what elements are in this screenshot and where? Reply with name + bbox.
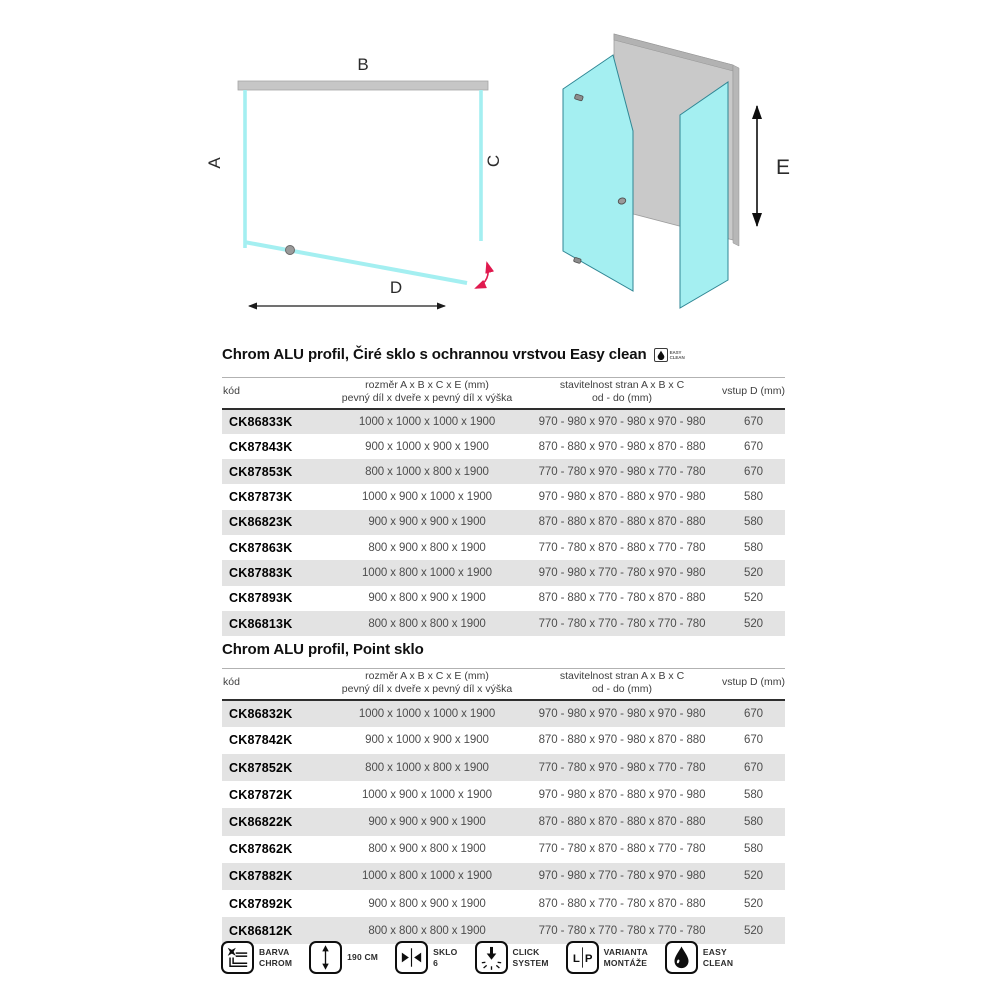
easy-clean-label: EASY CLEAN xyxy=(702,947,734,968)
entry-width-cell: 670 xyxy=(744,707,763,720)
entry-width-cell: 520 xyxy=(744,870,763,883)
product-code-cell: CK87892K xyxy=(229,896,293,911)
size-cell: 800 x 1000 x 800 x 1900 xyxy=(365,465,489,478)
table-row xyxy=(222,510,785,535)
perspective-view-svg xyxy=(545,18,795,318)
barva-chrom-icon-box xyxy=(221,941,254,974)
click-system-icon-box xyxy=(475,941,508,974)
section-title xyxy=(222,346,785,364)
dimension-label-d: D xyxy=(389,278,403,297)
adjustability-cell: 870 - 880 x 970 - 980 x 870 - 880 xyxy=(538,440,706,453)
entry-width-cell: 670 xyxy=(744,440,763,453)
size-cell: 900 x 1000 x 900 x 1900 xyxy=(365,440,489,453)
height-190cm-icon xyxy=(311,941,340,974)
table-row xyxy=(222,484,785,509)
size-cell: 900 x 900 x 900 x 1900 xyxy=(368,516,486,529)
varianta-montaze-icon xyxy=(568,941,597,974)
adjustability-cell: 770 - 780 x 770 - 780 x 770 - 780 xyxy=(538,924,706,937)
column-header-code: kód xyxy=(222,378,332,409)
adjustability-cell: 970 - 980 x 970 - 980 x 970 - 980 xyxy=(538,707,706,720)
size-cell: 900 x 800 x 900 x 1900 xyxy=(368,897,486,910)
door-panel-line xyxy=(244,242,467,283)
perspective-view-diagram xyxy=(545,18,795,323)
product-code-cell: CK87873K xyxy=(229,490,293,505)
size-cell: 800 x 800 x 800 x 1900 xyxy=(368,924,486,937)
adjustability-cell: 770 - 780 x 970 - 980 x 770 - 780 xyxy=(538,761,706,774)
column-header-code: kód xyxy=(222,669,332,700)
table-header-row xyxy=(222,669,785,700)
spec-table-clear-glass xyxy=(222,377,785,636)
column-header-size: rozměr A x B x C x E (mm) pevný díl x dveře x pevný díl x výška xyxy=(332,669,522,700)
adjustability-cell: 970 - 980 x 770 - 780 x 970 - 980 xyxy=(538,567,706,580)
door-swing-arrow xyxy=(476,263,488,288)
table-row xyxy=(222,754,785,781)
adjustability-cell: 770 - 780 x 870 - 880 x 770 - 780 xyxy=(538,541,706,554)
adjustability-cell: 970 - 980 x 770 - 780 x 970 - 980 xyxy=(538,870,706,883)
height-190cm-legend-item xyxy=(309,941,378,974)
entry-width-cell: 580 xyxy=(744,491,763,504)
dimension-label-a: A xyxy=(205,157,224,169)
section-title-text: Chrom ALU profil, Čiré sklo s ochrannou vrstvou Easy clean xyxy=(222,346,647,363)
size-cell: 900 x 800 x 900 x 1900 xyxy=(368,592,486,605)
entry-width-cell: 670 xyxy=(744,415,763,428)
adjustability-cell: 770 - 780 x 970 - 980 x 770 - 780 xyxy=(538,465,706,478)
entry-width-cell: 520 xyxy=(744,924,763,937)
adjustability-cell: 770 - 780 x 870 - 880 x 770 - 780 xyxy=(538,843,706,856)
click-system-legend-item xyxy=(475,941,549,974)
dimension-label-e: E xyxy=(776,156,791,179)
entry-width-cell: 580 xyxy=(744,516,763,529)
plan-view-diagram xyxy=(200,38,510,328)
easy-clean-badge-box xyxy=(654,348,668,362)
size-cell: 800 x 800 x 800 x 1900 xyxy=(368,617,486,630)
easy-clean-icon xyxy=(667,941,696,974)
product-code-cell: CK87862K xyxy=(229,842,293,857)
entry-width-cell: 520 xyxy=(744,897,763,910)
barva-chrom-icon xyxy=(223,941,252,974)
wall-side-edge xyxy=(733,65,739,246)
dimension-label-b: B xyxy=(357,55,369,74)
adjustability-cell: 870 - 880 x 770 - 780 x 870 - 880 xyxy=(538,897,706,910)
table-row xyxy=(222,535,785,560)
svg-text:L: L xyxy=(572,952,580,965)
sklo-6-label: SKLO 6 xyxy=(433,947,458,968)
table-row xyxy=(222,611,785,636)
size-cell: 900 x 900 x 900 x 1900 xyxy=(368,815,486,828)
spec-table-point-glass xyxy=(222,668,785,944)
product-code-cell: CK87853K xyxy=(229,464,293,479)
feature-legend xyxy=(221,941,733,974)
entry-width-cell: 670 xyxy=(744,465,763,478)
product-code-cell: CK87842K xyxy=(229,733,293,748)
column-header-size: rozměr A x B x C x E (mm) pevný díl x dveře x pevný díl x výška xyxy=(332,378,522,409)
click-system-label: CLICK SYSTEM xyxy=(512,947,549,968)
easy-clean-badge xyxy=(654,348,685,362)
table-row xyxy=(222,459,785,484)
entry-width-cell: 580 xyxy=(744,815,763,828)
varianta-montaze-icon-box xyxy=(566,941,599,974)
svg-text:P: P xyxy=(584,952,593,965)
varianta-montaze-label: VARIANTA MONTÁŽE xyxy=(603,947,648,968)
entry-width-cell: 670 xyxy=(744,734,763,747)
column-header-entry: vstup D (mm) xyxy=(722,669,785,700)
column-header-entry: vstup D (mm) xyxy=(722,378,785,409)
product-code-cell: CK86813K xyxy=(229,616,293,631)
sklo-6-icon xyxy=(397,941,426,974)
size-cell: 800 x 900 x 800 x 1900 xyxy=(368,843,486,856)
easy-clean-legend-item xyxy=(665,941,733,974)
barva-chrom-label: BARVA CHROM xyxy=(259,947,293,968)
table-row xyxy=(222,781,785,808)
size-cell: 1000 x 1000 x 1000 x 1900 xyxy=(358,415,496,428)
entry-width-cell: 670 xyxy=(744,761,763,774)
size-cell: 900 x 1000 x 900 x 1900 xyxy=(365,734,489,747)
table-row xyxy=(222,808,785,835)
product-code-cell: CK86833K xyxy=(229,414,293,429)
product-code-cell: CK86823K xyxy=(229,515,293,530)
sklo-6-icon-box xyxy=(395,941,428,974)
click-system-icon xyxy=(477,941,506,974)
height-190cm-label: 190 CM xyxy=(347,952,379,963)
adjustability-cell: 870 - 880 x 870 - 880 x 870 - 880 xyxy=(538,815,706,828)
section-title xyxy=(222,641,785,659)
section-title-text: Chrom ALU profil, Point sklo xyxy=(222,641,424,658)
water-drop-icon xyxy=(657,350,665,360)
adjustability-cell: 770 - 780 x 770 - 780 x 770 - 780 xyxy=(538,617,706,630)
sklo-6-legend-item xyxy=(395,941,457,974)
entry-width-cell: 580 xyxy=(744,843,763,856)
barva-chrom-legend-item xyxy=(221,941,292,974)
product-code-cell: CK87843K xyxy=(229,439,293,454)
adjustability-cell: 970 - 980 x 870 - 880 x 970 - 980 xyxy=(538,788,706,801)
product-code-cell: CK86832K xyxy=(229,706,293,721)
wall-bar xyxy=(238,81,488,90)
table-row xyxy=(222,836,785,863)
size-cell: 800 x 900 x 800 x 1900 xyxy=(368,541,486,554)
table-row xyxy=(222,700,785,727)
product-code-cell: CK86822K xyxy=(229,814,293,829)
product-code-cell: CK87863K xyxy=(229,540,293,555)
section-point-glass xyxy=(222,641,785,944)
entry-width-cell: 520 xyxy=(744,617,763,630)
varianta-montaze-legend-item xyxy=(566,941,648,974)
table-row xyxy=(222,434,785,459)
table-row xyxy=(222,727,785,754)
adjustability-cell: 970 - 980 x 970 - 980 x 970 - 980 xyxy=(538,415,706,428)
adjustability-cell: 970 - 980 x 870 - 880 x 970 - 980 xyxy=(538,491,706,504)
section-clear-glass xyxy=(222,346,785,636)
entry-width-cell: 580 xyxy=(744,788,763,801)
adjustability-cell: 870 - 880 x 970 - 980 x 870 - 880 xyxy=(538,734,706,747)
door-handle-dot xyxy=(286,246,295,255)
product-code-cell: CK87883K xyxy=(229,566,293,581)
dimension-label-c: C xyxy=(484,154,503,168)
glass-panel-left-door xyxy=(563,55,633,291)
product-code-cell: CK87882K xyxy=(229,869,293,884)
entry-width-cell: 520 xyxy=(744,592,763,605)
easy-clean-icon-box xyxy=(665,941,698,974)
adjustability-cell: 870 - 880 x 770 - 780 x 870 - 880 xyxy=(538,592,706,605)
size-cell: 1000 x 800 x 1000 x 1900 xyxy=(362,870,492,883)
entry-width-cell: 520 xyxy=(744,567,763,580)
table-row xyxy=(222,890,785,917)
product-code-cell: CK87852K xyxy=(229,760,293,775)
size-cell: 1000 x 1000 x 1000 x 1900 xyxy=(358,707,496,720)
size-cell: 1000 x 900 x 1000 x 1900 xyxy=(362,788,492,801)
size-cell: 1000 x 800 x 1000 x 1900 xyxy=(362,567,492,580)
size-cell: 1000 x 900 x 1000 x 1900 xyxy=(362,491,492,504)
product-code-cell: CK87893K xyxy=(229,591,293,606)
table-row xyxy=(222,560,785,585)
adjustability-cell: 870 - 880 x 870 - 880 x 870 - 880 xyxy=(538,516,706,529)
table-header-row xyxy=(222,378,785,409)
entry-width-cell: 580 xyxy=(744,541,763,554)
product-code-cell: CK87872K xyxy=(229,787,293,802)
product-code-cell: CK86812K xyxy=(229,923,293,938)
plan-view-svg xyxy=(200,38,510,323)
height-190cm-icon-box xyxy=(309,941,342,974)
easy-clean-badge-text: EASY CLEAN xyxy=(669,349,685,360)
column-header-adjustability: stavitelnost stran A x B x C od - do (mm) xyxy=(522,669,722,700)
size-cell: 800 x 1000 x 800 x 1900 xyxy=(365,761,489,774)
table-row xyxy=(222,409,785,434)
glass-panel-right xyxy=(680,82,728,308)
table-row xyxy=(222,863,785,890)
column-header-adjustability: stavitelnost stran A x B x C od - do (mm) xyxy=(522,378,722,409)
table-row xyxy=(222,586,785,611)
